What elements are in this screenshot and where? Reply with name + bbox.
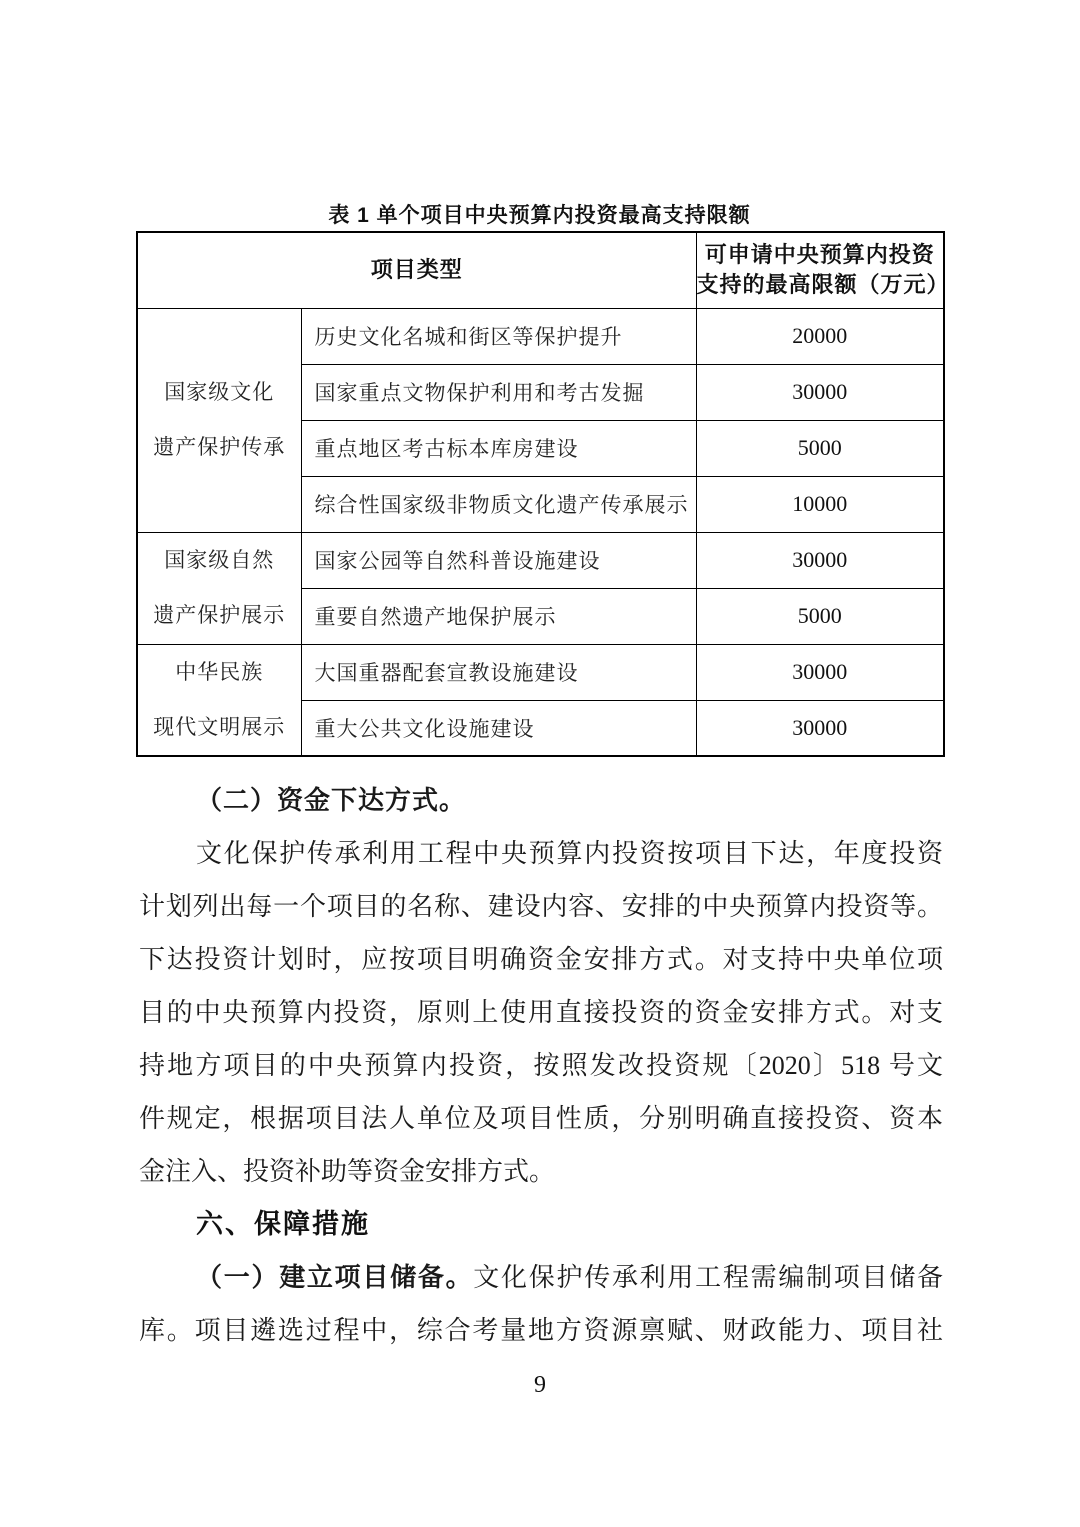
section-heading-safeguards: 六、保障措施 [196,1209,370,1239]
value-cell: 5000 [696,588,944,644]
group-name-line: 国家级自然 [164,548,275,572]
header-max-limit-line2: 支持的最高限额（万元） [696,272,950,298]
item-cell: 综合性国家级非物质文化遗产传承展示 [301,476,696,532]
paragraph-line: 库。项目遴选过程中，综合考量地方资源禀赋、财政能力、项目社 [139,1316,943,1345]
header-max-limit-line1: 可申请中央预算内投资 [704,242,935,268]
value-cell: 30000 [696,364,944,420]
header-project-type [137,232,696,308]
item-cell: 重点地区考古标本库房建设 [301,420,696,476]
header-max-limit [696,232,950,308]
paragraph-line: 下达投资计划时，应按项目明确资金安排方式。对支持中央单位项 [139,945,943,974]
item-cell: 大国重器配套宣教设施建设 [301,644,696,700]
value-cell: 5000 [696,420,944,476]
group-name-line: 现代文明展示 [153,714,286,739]
page-number: 9 [534,1372,546,1398]
limits-table [136,231,950,757]
value-cell: 20000 [696,308,944,364]
paragraph-lead: （一）建立项目储备。 [196,1263,474,1292]
group-cell-modern-civilization [137,644,301,756]
group-cell-cultural-heritage [137,308,301,532]
paragraph-line: 持地方项目的中央预算内投资，按照发改投资规〔2020〕518 号文 [139,1051,943,1080]
item-cell: 国家重点文物保护利用和考古发掘 [301,364,696,420]
item-cell: 国家公园等自然科普设施建设 [301,532,696,588]
group-name-line: 中华民族 [175,659,264,684]
paragraph-line [139,1251,943,1304]
group-name-line: 遗产保护展示 [153,603,286,627]
table-header-row [137,232,944,308]
table-row [137,644,944,700]
paragraph-lead-rest: 文化保护传承利用工程需编制项目储备 [473,1263,943,1292]
body-text [139,774,943,1357]
paragraph-line: 金注入、投资补助等资金安排方式。 [139,1157,556,1186]
header-project-type-label: 项目类型 [370,257,463,283]
paragraph-line: 件规定，根据项目法人单位及项目性质，分别明确直接投资、资本 [139,1104,943,1133]
table-row [137,532,944,588]
paragraph-line: 目的中央预算内投资，原则上使用直接投资的资金安排方式。对支 [139,998,943,1027]
item-cell: 重大公共文化设施建设 [301,700,696,756]
value-cell: 30000 [696,700,944,756]
table-row [137,308,944,364]
value-cell: 30000 [696,532,944,588]
group-name-line: 国家级文化 [164,380,275,404]
value-cell: 10000 [696,476,944,532]
group-cell-natural-heritage [137,532,301,644]
paragraph-line: 计划列出每一个项目的名称、建设内容、安排的中央预算内投资等。 [139,892,943,921]
item-cell: 重要自然遗产地保护展示 [301,588,696,644]
table-title: 表 1 单个项目中央预算内投资最高支持限额 [328,204,751,227]
item-cell: 历史文化名城和街区等保护提升 [301,308,696,364]
group-name-line: 遗产保护传承 [153,435,286,459]
value-cell: 30000 [696,644,944,700]
paragraph-line: 文化保护传承利用工程中央预算内投资按项目下达，年度投资 [196,839,943,868]
sub-heading-funding-method: （二）资金下达方式。 [196,786,467,815]
